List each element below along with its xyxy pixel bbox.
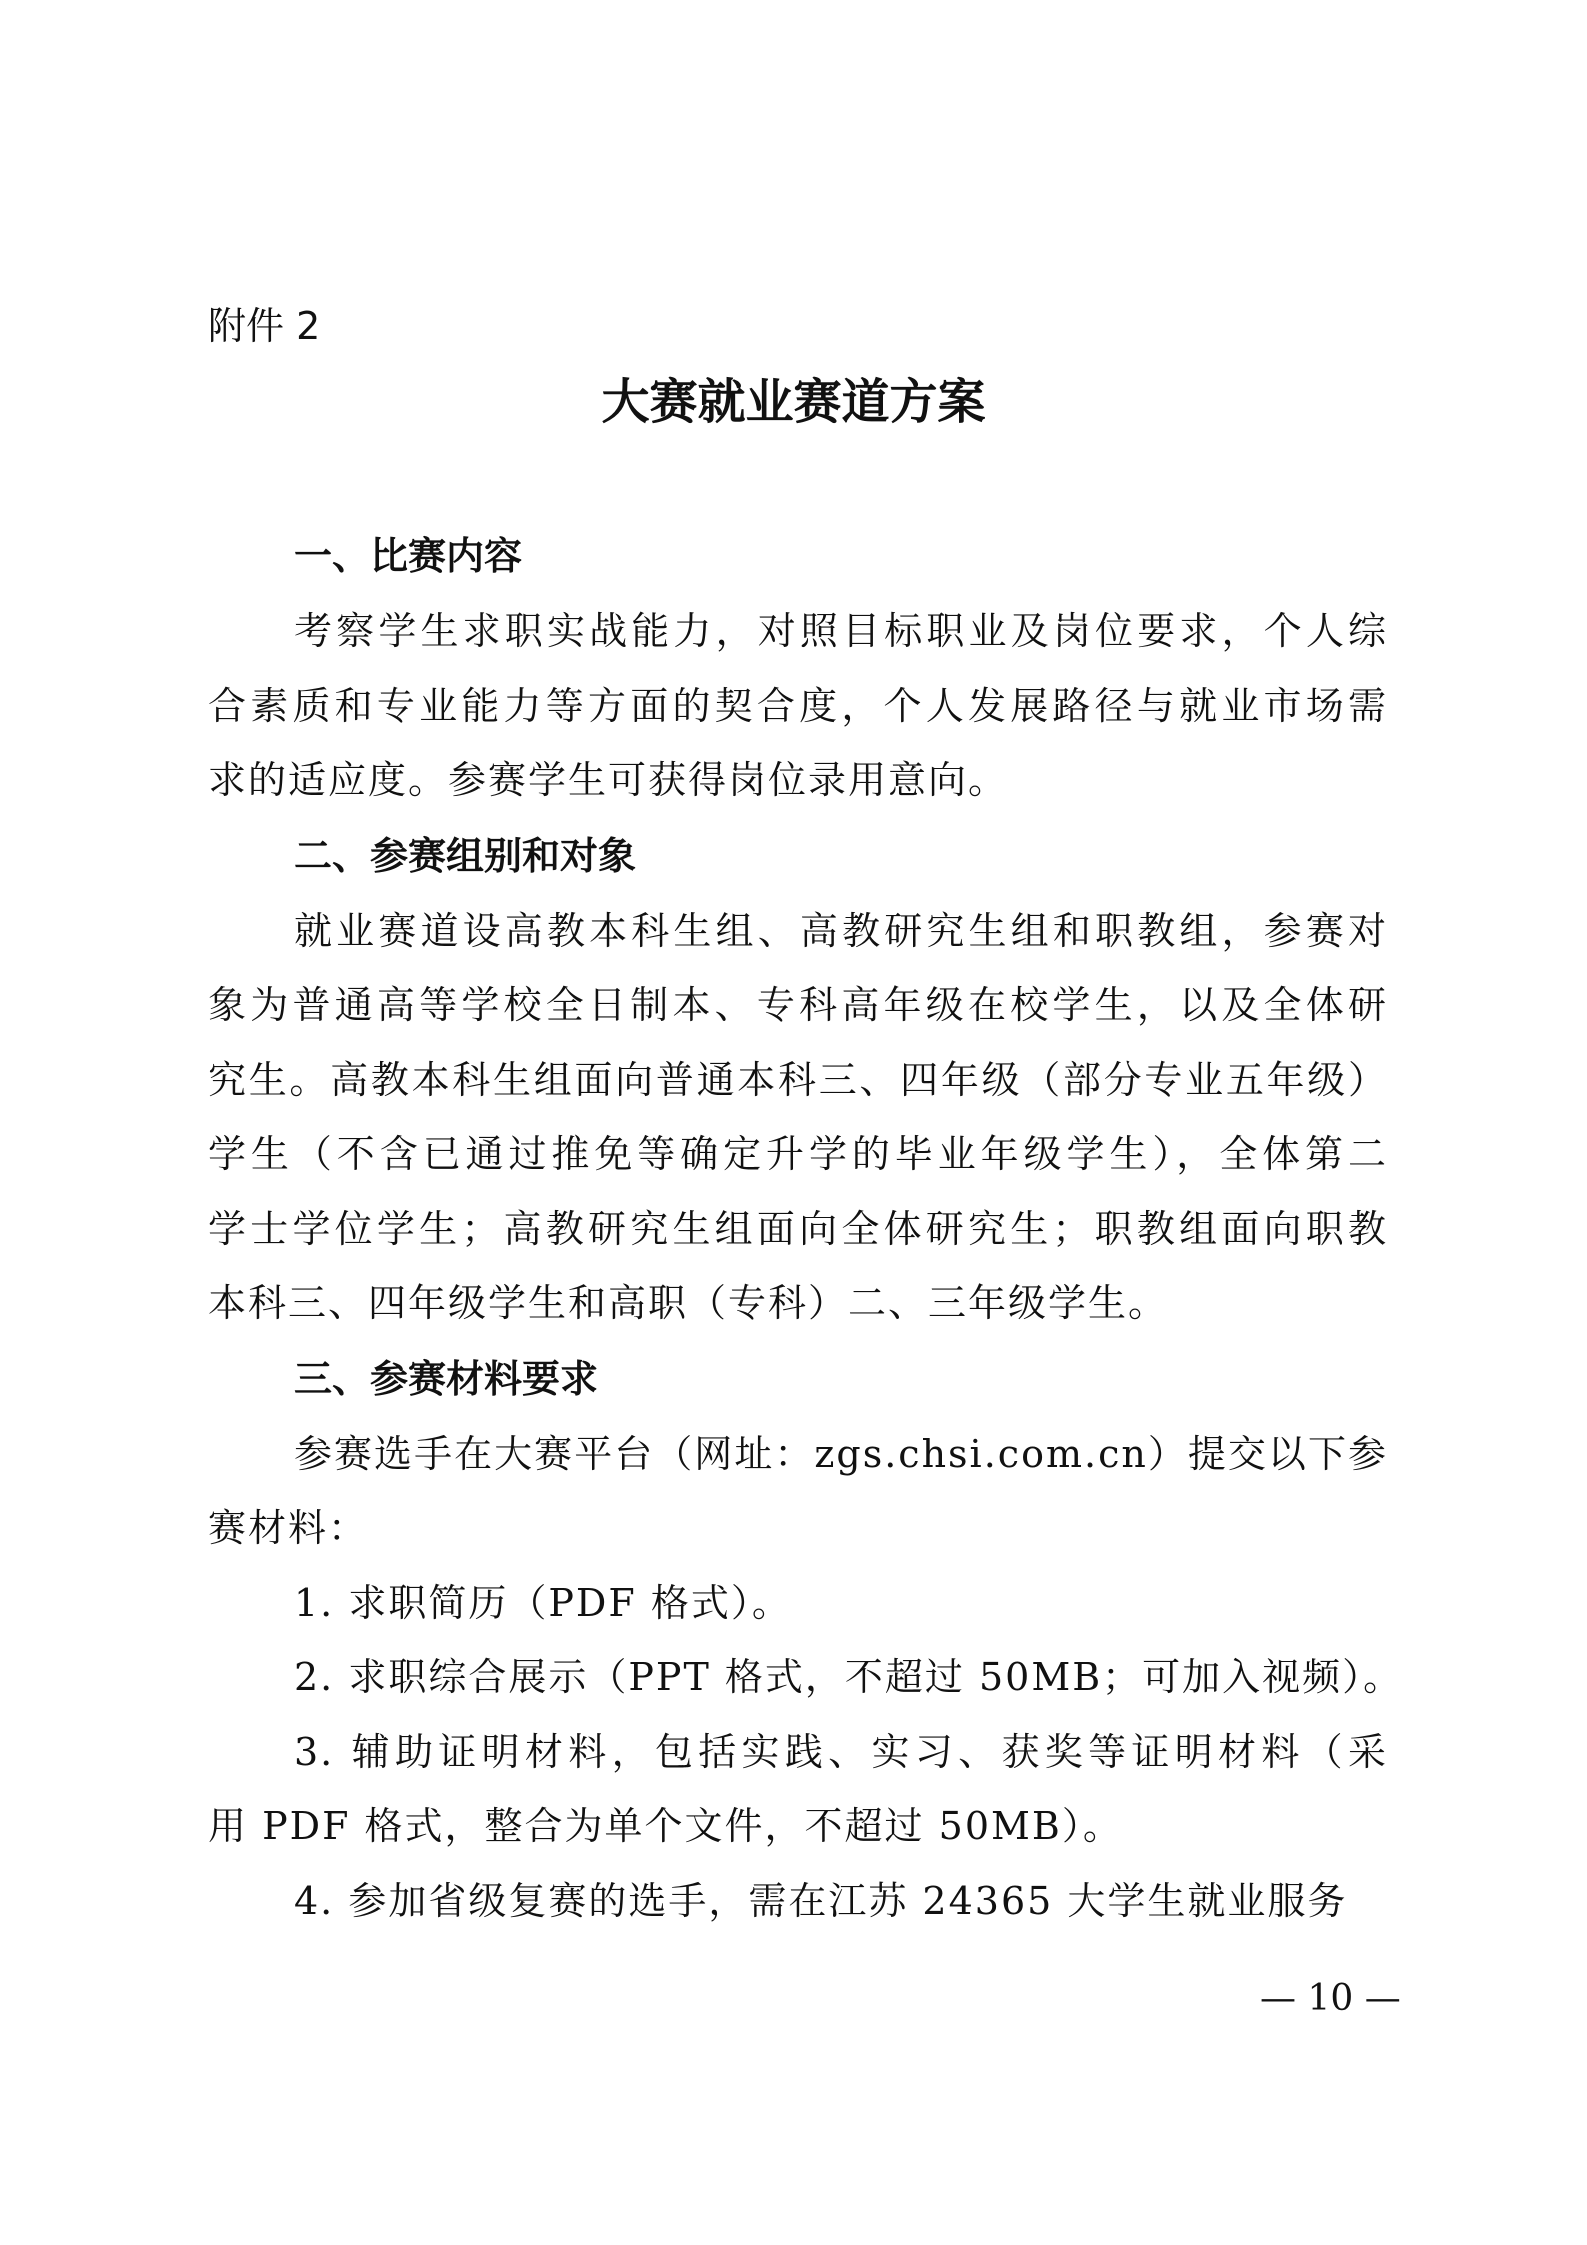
document-body — [208, 518, 1404, 1938]
list-item-provincial-round: 4. 参加省级复赛的选手，需在江苏 24365 大学生就业服务 — [294, 1878, 1348, 1923]
paragraph-line: 考察学生求职实战能力，对照目标职业及岗位要求，个人综 — [294, 609, 1388, 653]
document-title: 大赛就业赛道方案 — [601, 374, 986, 430]
paragraph-line: 学生（不含已通过推免等确定升学的毕业年级学生），全体第二 — [208, 1132, 1388, 1176]
paragraph-line: 究生。高教本科生组面向普通本科三、四年级（部分专业五年级） — [208, 1057, 1388, 1102]
section-heading-contest-content: 一、比赛内容 — [294, 534, 523, 578]
paragraph-line: 象为普通高等学校全日制本、专科高年级在校学生，以及全体研 — [208, 983, 1388, 1027]
list-item-supporting-materials-continued: 用 PDF 格式，整合为单个文件，不超过 50MB）。 — [208, 1804, 1123, 1848]
list-item-presentation: 2. 求职综合展示（PPT 格式，不超过 50MB；可加入视频）。 — [294, 1655, 1404, 1699]
section-heading-material-requirements: 三、参赛材料要求 — [294, 1356, 599, 1401]
paragraph-line: 赛材料： — [208, 1506, 369, 1550]
paragraph-line: 就业赛道设高教本科生组、高教研究生组和职教组，参赛对 — [294, 908, 1388, 953]
list-item-supporting-materials: 3. 辅助证明材料，包括实践、实习、获奖等证明材料（采 — [294, 1729, 1388, 1774]
section-heading-groups-and-participants: 二、参赛组别和对象 — [294, 833, 637, 878]
list-item-resume: 1. 求职简历（PDF 格式）。 — [294, 1580, 792, 1625]
paragraph-line: 参赛选手在大赛平台（网址：zgs.chsi.com.cn）提交以下参 — [294, 1431, 1388, 1476]
paragraph-line: 本科三、四年级学生和高职（专科）二、三年级学生。 — [208, 1281, 1169, 1325]
paragraph-line: 求的适应度。参赛学生可获得岗位录用意向。 — [208, 758, 1009, 802]
page-number: — 10 — — [1260, 1978, 1401, 2019]
paragraph-line: 学士学位学生；高教研究生组面向全体研究生；职教组面向职教 — [208, 1206, 1388, 1251]
attachment-label: 附件 2 — [208, 304, 321, 348]
paragraph-line: 合素质和专业能力等方面的契合度，个人发展路径与就业市场需 — [208, 683, 1388, 728]
